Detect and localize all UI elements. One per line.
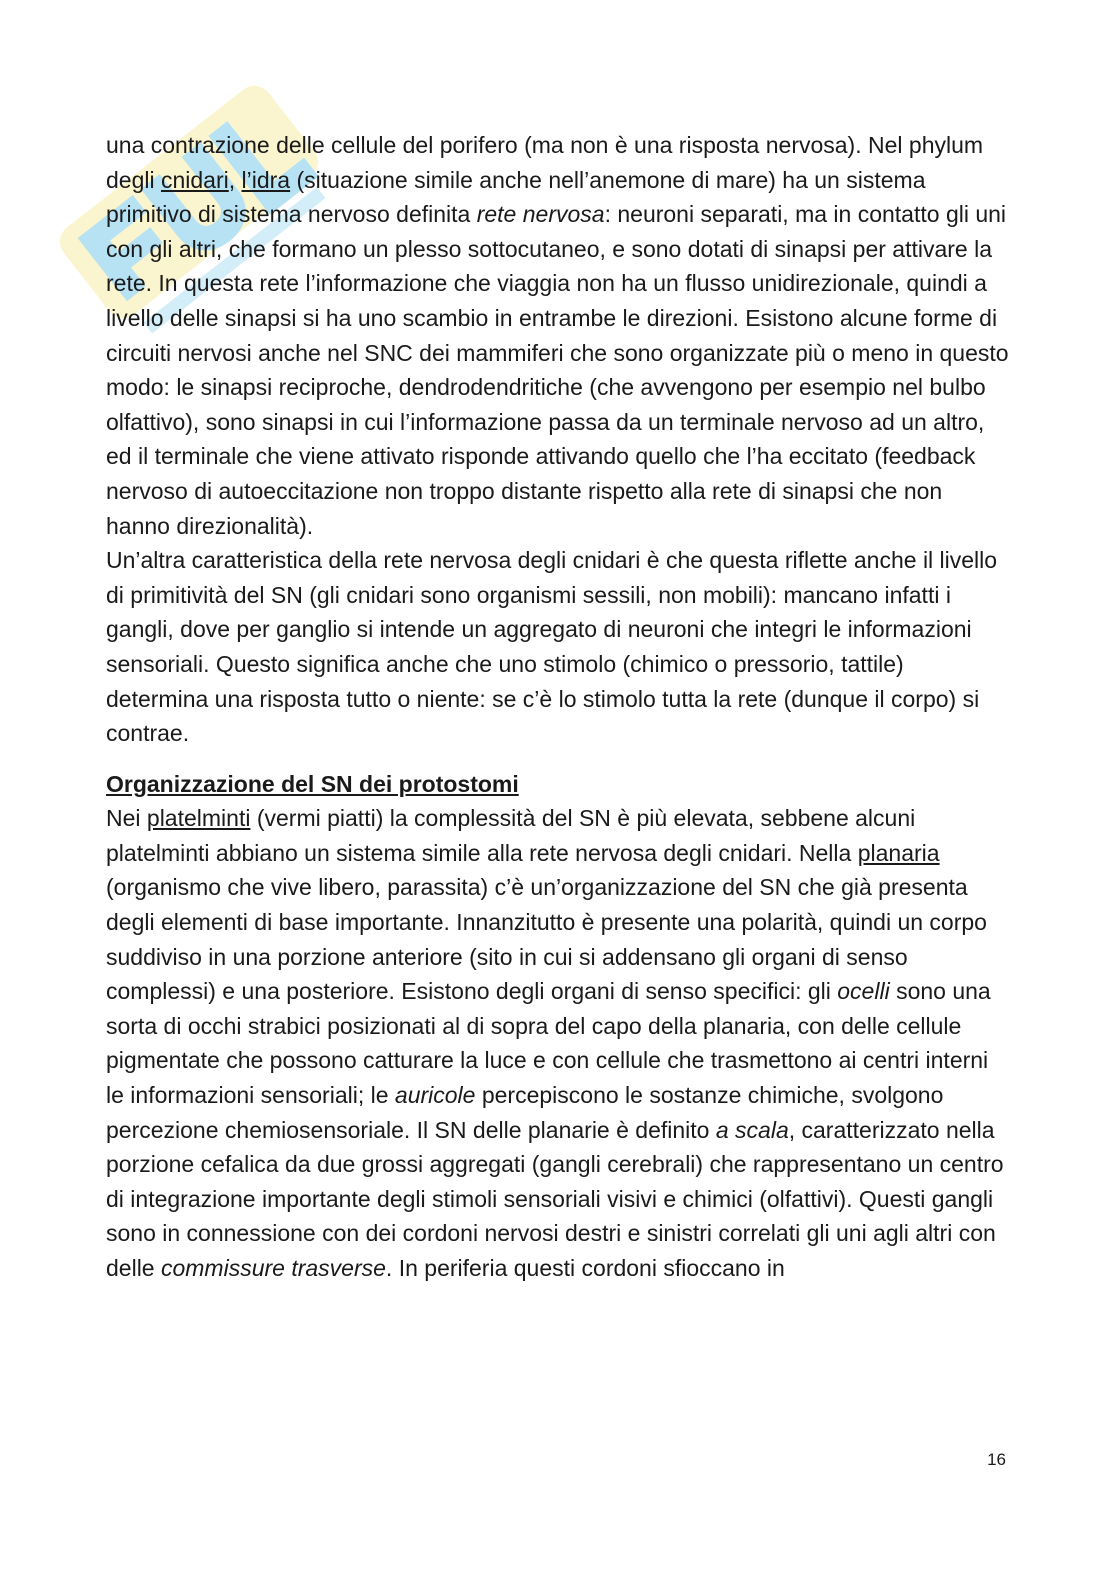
page-number: 16	[987, 1450, 1006, 1469]
term-auricole: auricole	[394, 1082, 476, 1109]
paragraph-platelminti: Nei platelminti (vermi piatti) la complessità del SN è più elevata, sebbene alcuni platelminti abbiano un sistema simile alla rete nervosa degli cnidari. Nella planaria (organismo che vive libero, parassita) c’è un’organizzazione del SN che già presenta degli elementi di base importante. Innanzitutto è presente una polarità, quindi un corpo suddiviso in una porzione anteriore (sito in cui si addensano gli organi di senso complessi) e una posteriore. Esistono degli organi di senso specifici: gli ocelli sono una sorta di occhi strabici posizionati al di sopra del capo della planaria, con delle cellule pigmentate che possono catturare la luce e con cellule che trasmettono ai centri interni le informazioni sensoriali; le auricole percepiscono le sostanze chimiche, svolgono percezione chemiosensoriale. Il SN delle planarie è definito a scala, caratterizzato nella porzione cefalica da due grossi aggregati (gangli cerebrali) che rappresentano un centro di integrazione importante degli stimoli sensoriali visivi e chimici (olfattivi). Questi gangli sono in connessione con dei cordoni nervosi destri e sinistri correlati gli uni agli altri con delle commissure trasverse. In periferia questi cordoni sfioccano in	[106, 805, 1004, 1281]
term-a-scala: a scala	[715, 1116, 789, 1143]
term-platelminti: platelminti	[146, 805, 251, 832]
term-planaria: planaria	[857, 839, 940, 866]
paragraph-rete-nervosa: una contrazione delle cellule del porifero (ma non è una risposta nervosa). Nel phylum degli cnidari, l’idra (situazione simile anche nell’anemone di mare) ha un sistema primitivo di sistema nervoso definita rete nervosa: neuroni separati, ma in contatto gli uni con gli altri, che formano un plesso sottocutaneo, e sono dotati di sinapsi per attivare la rete. In questa rete l’informazione che viaggia non ha un flusso unidirezionale, quindi a livello delle sinapsi si ha uno scambio in entrambe le direzioni. Esistono alcune forme di circuiti nervosi anche nel SNC dei mammiferi che sono organizzate più o meno in questo modo: le sinapsi reciproche, dendrodendritiche (che avvengono per esempio nel bulbo olfattivo), sono sinapsi in cui l’informazione passa da un terminale nervoso ad un altro, ed il terminale che viene attivato risponde attivando quello che l’ha eccitato (feedback nervoso di autoeccitazione non troppo distante rispetto alla rete di sinapsi che non hanno direzionalità).	[106, 132, 1009, 539]
section-heading: Organizzazione del SN dei protostomi	[106, 770, 519, 797]
document-body	[106, 128, 1011, 1286]
term-commissure-trasverse: commissure trasverse	[160, 1255, 386, 1281]
term-cnidari: cnidari	[160, 166, 229, 193]
term-ocelli: ocelli	[837, 978, 890, 1005]
term-rete-nervosa: rete nervosa	[476, 201, 605, 228]
term-idra: l’idra	[241, 166, 291, 193]
paragraph-cnidari-primitivita: Un’altra caratteristica della rete nervosa degli cnidari è che questa riflette anche il livello di primitività del SN (gli cnidari sono organismi sessili, non mobili): mancano infatti i gangli, dove per ganglio si intende un aggregato di neuroni che integri le informazioni sensoriali. Questo significa anche che uno stimolo (chimico o pressorio, tattile) determina una risposta tutto o niente: se c’è lo stimolo tutta la rete (dunque il corpo) si contrae.	[106, 547, 998, 747]
